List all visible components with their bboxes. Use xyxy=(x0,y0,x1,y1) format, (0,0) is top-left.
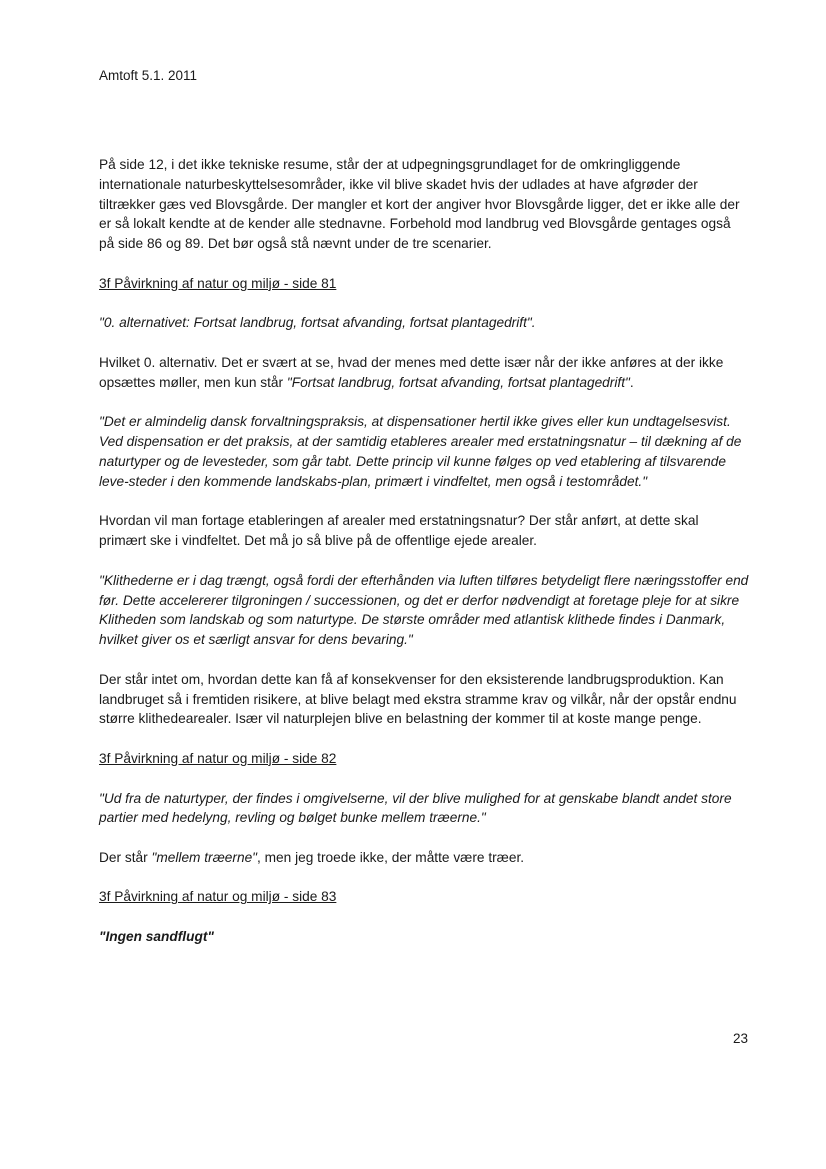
inline-quote: "mellem træerne" xyxy=(151,849,258,865)
quote-ingen-sandflugt: "Ingen sandflugt" xyxy=(99,929,214,945)
document-body xyxy=(99,155,749,967)
paragraph-erstatningsnatur: Hvordan vil man fortage etableringen af arealer med erstatningsnatur? Der står anført, at dette skal primært ske i vindfeltet. Det må jo så blive på de offentlige ejede arealer. xyxy=(99,513,699,549)
paragraph-hvilket-0-alternativ xyxy=(99,353,749,393)
inline-quote: "Fortsat landbrug, fortsat afvanding, fortsat plantagedrift" xyxy=(286,374,630,390)
page-number: 23 xyxy=(733,1031,749,1046)
quote-0-alternativet: "0. alternativet: Fortsat landbrug, fortsat afvanding, fortsat plantagedrift". xyxy=(99,315,536,331)
paragraph-text: Hvilket 0. alternativ. Det er svært at se, hvad der menes med dette især når der ikke anføres at der ikke opsættes møller, men kun står xyxy=(99,354,724,390)
section-heading-side-82: 3f Påvirkning af natur og miljø - side 82 xyxy=(99,750,337,766)
paragraph-text-after: , men jeg troede ikke, der måtte være træer. xyxy=(257,849,525,865)
quote-naturtyper: "Ud fra de naturtyper, der findes i omgivelserne, vil der blive mulighed for at genskabe blandt andet store partier med hedelyng, revling og bølget bunke mellem træerne." xyxy=(99,790,732,826)
paragraph-resume: På side 12, i det ikke tekniske resume, står der at udpegningsgrundlaget for de omkringliggende internationale naturbeskyttelsesområder, ikke vil blive skadet hvis der udlades at have afgrøder der tiltrækker gæs ved Blovsgårde. Der mangler et kort der angiver hvor Blovsgårde ligger, det er ikke alle der er så lokalt kendte at de kender alle stednavne. Forbehold mod landbrug ved Blovsgårde gentages også på side 86 og 89. Det bør også stå nævnt under de tre scenarier. xyxy=(99,157,740,252)
quote-forvaltningspraksis: "Det er almindelig dansk forvaltningspraksis, at dispensationer hertil ikke gives eller kun undtagelsesvist. Ved dispensation er det praksis, at der samtidig etableres arealer med erstatningsnatur – til dækning af de naturtyper og de levesteder, som går tabt. Dette princip vil kunne følges op ved etablering af tilsvarende leve-steder i den kommende landskabs-plan, primært i vindfeltet, men også i testområdet." xyxy=(99,414,742,489)
section-heading-side-83: 3f Påvirkning af natur og miljø - side 83 xyxy=(99,889,337,905)
document-header: Amtoft 5.1. 2011 xyxy=(99,68,198,83)
quote-klithederne: "Klithederne er i dag trængt, også fordi der efterhånden via luften tilføres betydeligt flere næringsstoffer end før. Dette accelererer tilgroningen / successionen, og det er derfor nødvendigt at foretage pleje for at sikre Klitheden som landskab og som naturtype. De største områder med atlantisk klithede findes i Danmark, hvilket giver os et særligt ansvar for dens bevaring." xyxy=(99,572,749,648)
paragraph-text-after: . xyxy=(629,374,634,390)
section-heading-side-81: 3f Påvirkning af natur og miljø - side 81 xyxy=(99,275,337,291)
paragraph-landbrugsproduktion: Der står intet om, hvordan dette kan få af konsekvenser for den eksisterende landbrugsproduktion. Kan landbruget så i fremtiden risikere, at blive belagt med ekstra stramme krav og vilkår, når der opstår endnu større klithedearealer. Især vil naturplejen blive en belastning der kommer til at koste mange penge. xyxy=(99,671,737,727)
paragraph-mellem-traeerne xyxy=(99,848,749,868)
paragraph-text: Der står xyxy=(99,849,152,865)
